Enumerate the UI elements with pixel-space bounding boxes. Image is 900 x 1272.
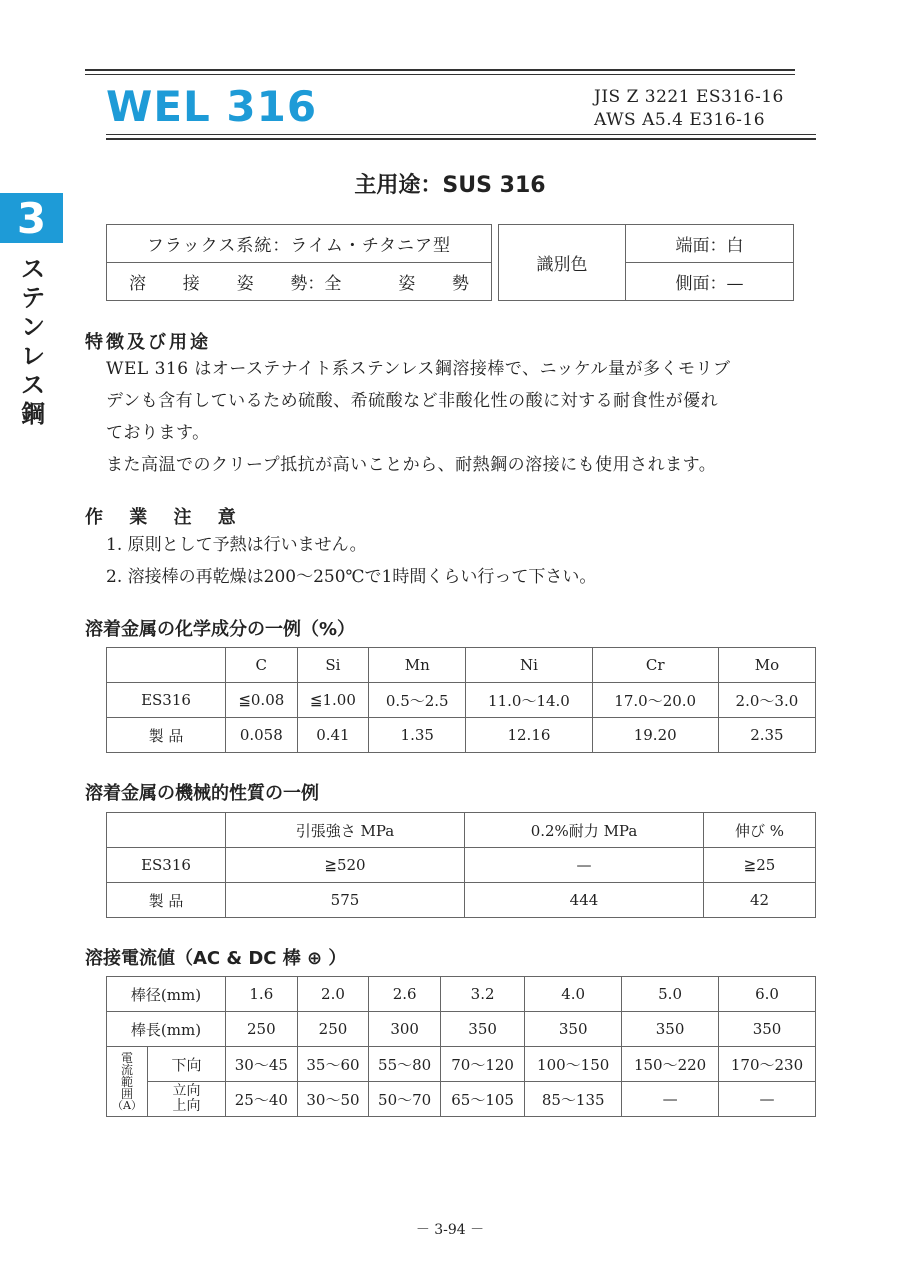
table-cell: 350 [622, 1012, 719, 1047]
header-rule-bottom [106, 134, 816, 135]
table-cell: 100～150 [525, 1047, 622, 1082]
table-cell: — [465, 848, 704, 883]
features-line: また高温でのクリープ抵抗が高いことから、耐熱鋼の溶接にも使用されます。 [106, 455, 717, 475]
chem-row-product [107, 718, 816, 753]
id-color-box [498, 224, 794, 301]
side-face-color: 側面：— [626, 263, 794, 301]
mech-col-header: 伸び % [704, 813, 816, 848]
table-cell: 50～70 [369, 1082, 441, 1117]
table-cell: 150～220 [622, 1047, 719, 1082]
welding-position-part: 姿 [398, 274, 416, 294]
features-line: WEL 316 はオーステナイト系ステンレス鋼溶接棒で、ニッケル量が多くモリブ [106, 359, 731, 379]
mech-row-standard [107, 848, 816, 883]
range-label-char: （A） [112, 1098, 142, 1112]
current-heading: 溶接電流値（AC & DC 棒 ⊕ ） [85, 948, 347, 969]
header-rule-bottom-thick [106, 138, 816, 140]
header-rule-top-thin [85, 74, 795, 75]
table-cell: 6.0 [719, 977, 816, 1012]
current-range-label [107, 1047, 148, 1117]
table-cell: 85～135 [525, 1082, 622, 1117]
current-row-vertical [107, 1082, 816, 1117]
range-label-char: 流 [120, 1062, 133, 1077]
mech-col-header: 0.2%耐力 MPa [465, 813, 704, 848]
table-cell: — [622, 1082, 719, 1117]
table-cell: 3.2 [440, 977, 524, 1012]
table-cell: 製 品 [107, 718, 226, 753]
table-cell: ≦0.08 [226, 683, 298, 718]
mech-heading: 溶着金属の機械的性質の一例 [85, 783, 319, 804]
table-cell: 1.6 [226, 977, 298, 1012]
mech-col-header: 引張強さ MPa [226, 813, 465, 848]
chem-col-header [107, 648, 226, 683]
table-cell: 12.16 [466, 718, 592, 753]
welding-position-part: 勢 [451, 274, 469, 294]
flux-type: フラックス系統：ライム・チタニア型 [107, 225, 492, 263]
main-use-title: 主用途：SUS 316 [354, 173, 546, 198]
id-color-label: 識別色 [499, 225, 626, 301]
jis-standard: JIS Z 3221 ES316-16 [594, 87, 784, 107]
features-text [106, 353, 826, 481]
welding-position-part: 姿 [236, 274, 254, 294]
table-cell: 19.20 [592, 718, 718, 753]
welding-position-part: 溶 [129, 274, 146, 294]
diameter-label: 棒径(mm) [107, 977, 226, 1012]
spec-box-left [106, 224, 492, 301]
chapter-label [20, 255, 46, 429]
caution-item: 2. 溶接棒の再乾燥は200～250℃で1時間くらい行って下さい。 [106, 567, 597, 587]
features-line: ております。 [106, 423, 210, 443]
table-cell: 2.0 [297, 977, 369, 1012]
chem-col-header: C [226, 648, 298, 683]
cautions-heading: 作 業 注 意 [85, 507, 246, 528]
chapter-number-tab: 3 [0, 193, 63, 243]
chapter-label-char: ス [21, 255, 45, 283]
table-cell: 0.5～2.5 [369, 683, 466, 718]
chem-col-header: Si [297, 648, 369, 683]
table-cell: ≦1.00 [297, 683, 369, 718]
table-cell: ES316 [107, 683, 226, 718]
chapter-label-char: ン [21, 313, 45, 341]
table-cell: 25～40 [226, 1082, 298, 1117]
mech-row-product [107, 883, 816, 918]
chem-col-header: Mo [718, 648, 815, 683]
downhand-label: 下向 [148, 1047, 226, 1082]
table-cell: 製 品 [107, 883, 226, 918]
table-cell: 2.35 [718, 718, 815, 753]
length-label: 棒長(mm) [107, 1012, 226, 1047]
welding-position-part: 勢：全 [290, 274, 342, 294]
vertical-label-line: 立向 [172, 1083, 201, 1099]
table-cell: 5.0 [622, 977, 719, 1012]
table-cell: — [719, 1082, 816, 1117]
table-cell: 300 [369, 1012, 441, 1047]
header-rule-top [85, 69, 795, 71]
range-label-char: 電 [120, 1050, 133, 1065]
chem-row-standard [107, 683, 816, 718]
table-cell: 70～120 [440, 1047, 524, 1082]
table-cell: 0.41 [297, 718, 369, 753]
chapter-label-char: 鋼 [21, 400, 45, 428]
table-cell: 250 [297, 1012, 369, 1047]
table-cell: 1.35 [369, 718, 466, 753]
chapter-label-char: テ [21, 284, 45, 312]
table-cell: 42 [704, 883, 816, 918]
table-cell: 350 [525, 1012, 622, 1047]
mech-col-header [107, 813, 226, 848]
chem-col-header: Mn [369, 648, 466, 683]
table-cell: 575 [226, 883, 465, 918]
table-cell: 17.0～20.0 [592, 683, 718, 718]
features-heading: 特徴及び用途 [85, 332, 211, 353]
table-cell: 11.0～14.0 [466, 683, 592, 718]
page-number: － 3-94 － [415, 1222, 485, 1238]
chem-col-header: Ni [466, 648, 592, 683]
table-cell: 250 [226, 1012, 298, 1047]
mech-table [106, 812, 816, 918]
welding-position [107, 263, 492, 301]
caution-item: 1. 原則として予熱は行いません。 [106, 535, 367, 555]
chapter-label-char: ス [21, 371, 45, 399]
end-face-color: 端面：白 [626, 225, 794, 263]
product-title: WEL 316 [106, 82, 318, 131]
table-cell: 0.058 [226, 718, 298, 753]
table-cell: 350 [440, 1012, 524, 1047]
cautions-list [106, 529, 826, 593]
table-cell: 65～105 [440, 1082, 524, 1117]
table-cell: 2.0～3.0 [718, 683, 815, 718]
table-cell: ES316 [107, 848, 226, 883]
table-cell: 2.6 [369, 977, 441, 1012]
welding-position-part: 接 [182, 274, 200, 294]
table-cell: 444 [465, 883, 704, 918]
table-cell: ≧520 [226, 848, 465, 883]
range-label-char: 範 [120, 1074, 133, 1089]
table-cell: 30～50 [297, 1082, 369, 1117]
table-cell: 35～60 [297, 1047, 369, 1082]
chem-heading: 溶着金属の化学成分の一例（%） [85, 619, 356, 640]
current-row-length [107, 1012, 816, 1047]
table-cell: ≧25 [704, 848, 816, 883]
current-row-downhand [107, 1047, 816, 1082]
table-cell: 4.0 [525, 977, 622, 1012]
chem-col-header: Cr [592, 648, 718, 683]
features-line: デンも含有しているため硫酸、希硫酸など非酸化性の酸に対する耐食性が優れ [106, 391, 719, 411]
table-cell: 350 [719, 1012, 816, 1047]
range-label-char: 囲 [120, 1086, 133, 1101]
table-cell: 170～230 [719, 1047, 816, 1082]
aws-standard: AWS A5.4 E316-16 [594, 110, 766, 130]
table-cell: 55～80 [369, 1047, 441, 1082]
current-table [106, 976, 816, 1117]
vertical-label-line: 上向 [172, 1098, 201, 1114]
chapter-label-char: レ [21, 342, 45, 370]
table-cell: 30～45 [226, 1047, 298, 1082]
chem-table [106, 647, 816, 753]
vertical-label [148, 1082, 226, 1117]
current-row-diameter [107, 977, 816, 1012]
